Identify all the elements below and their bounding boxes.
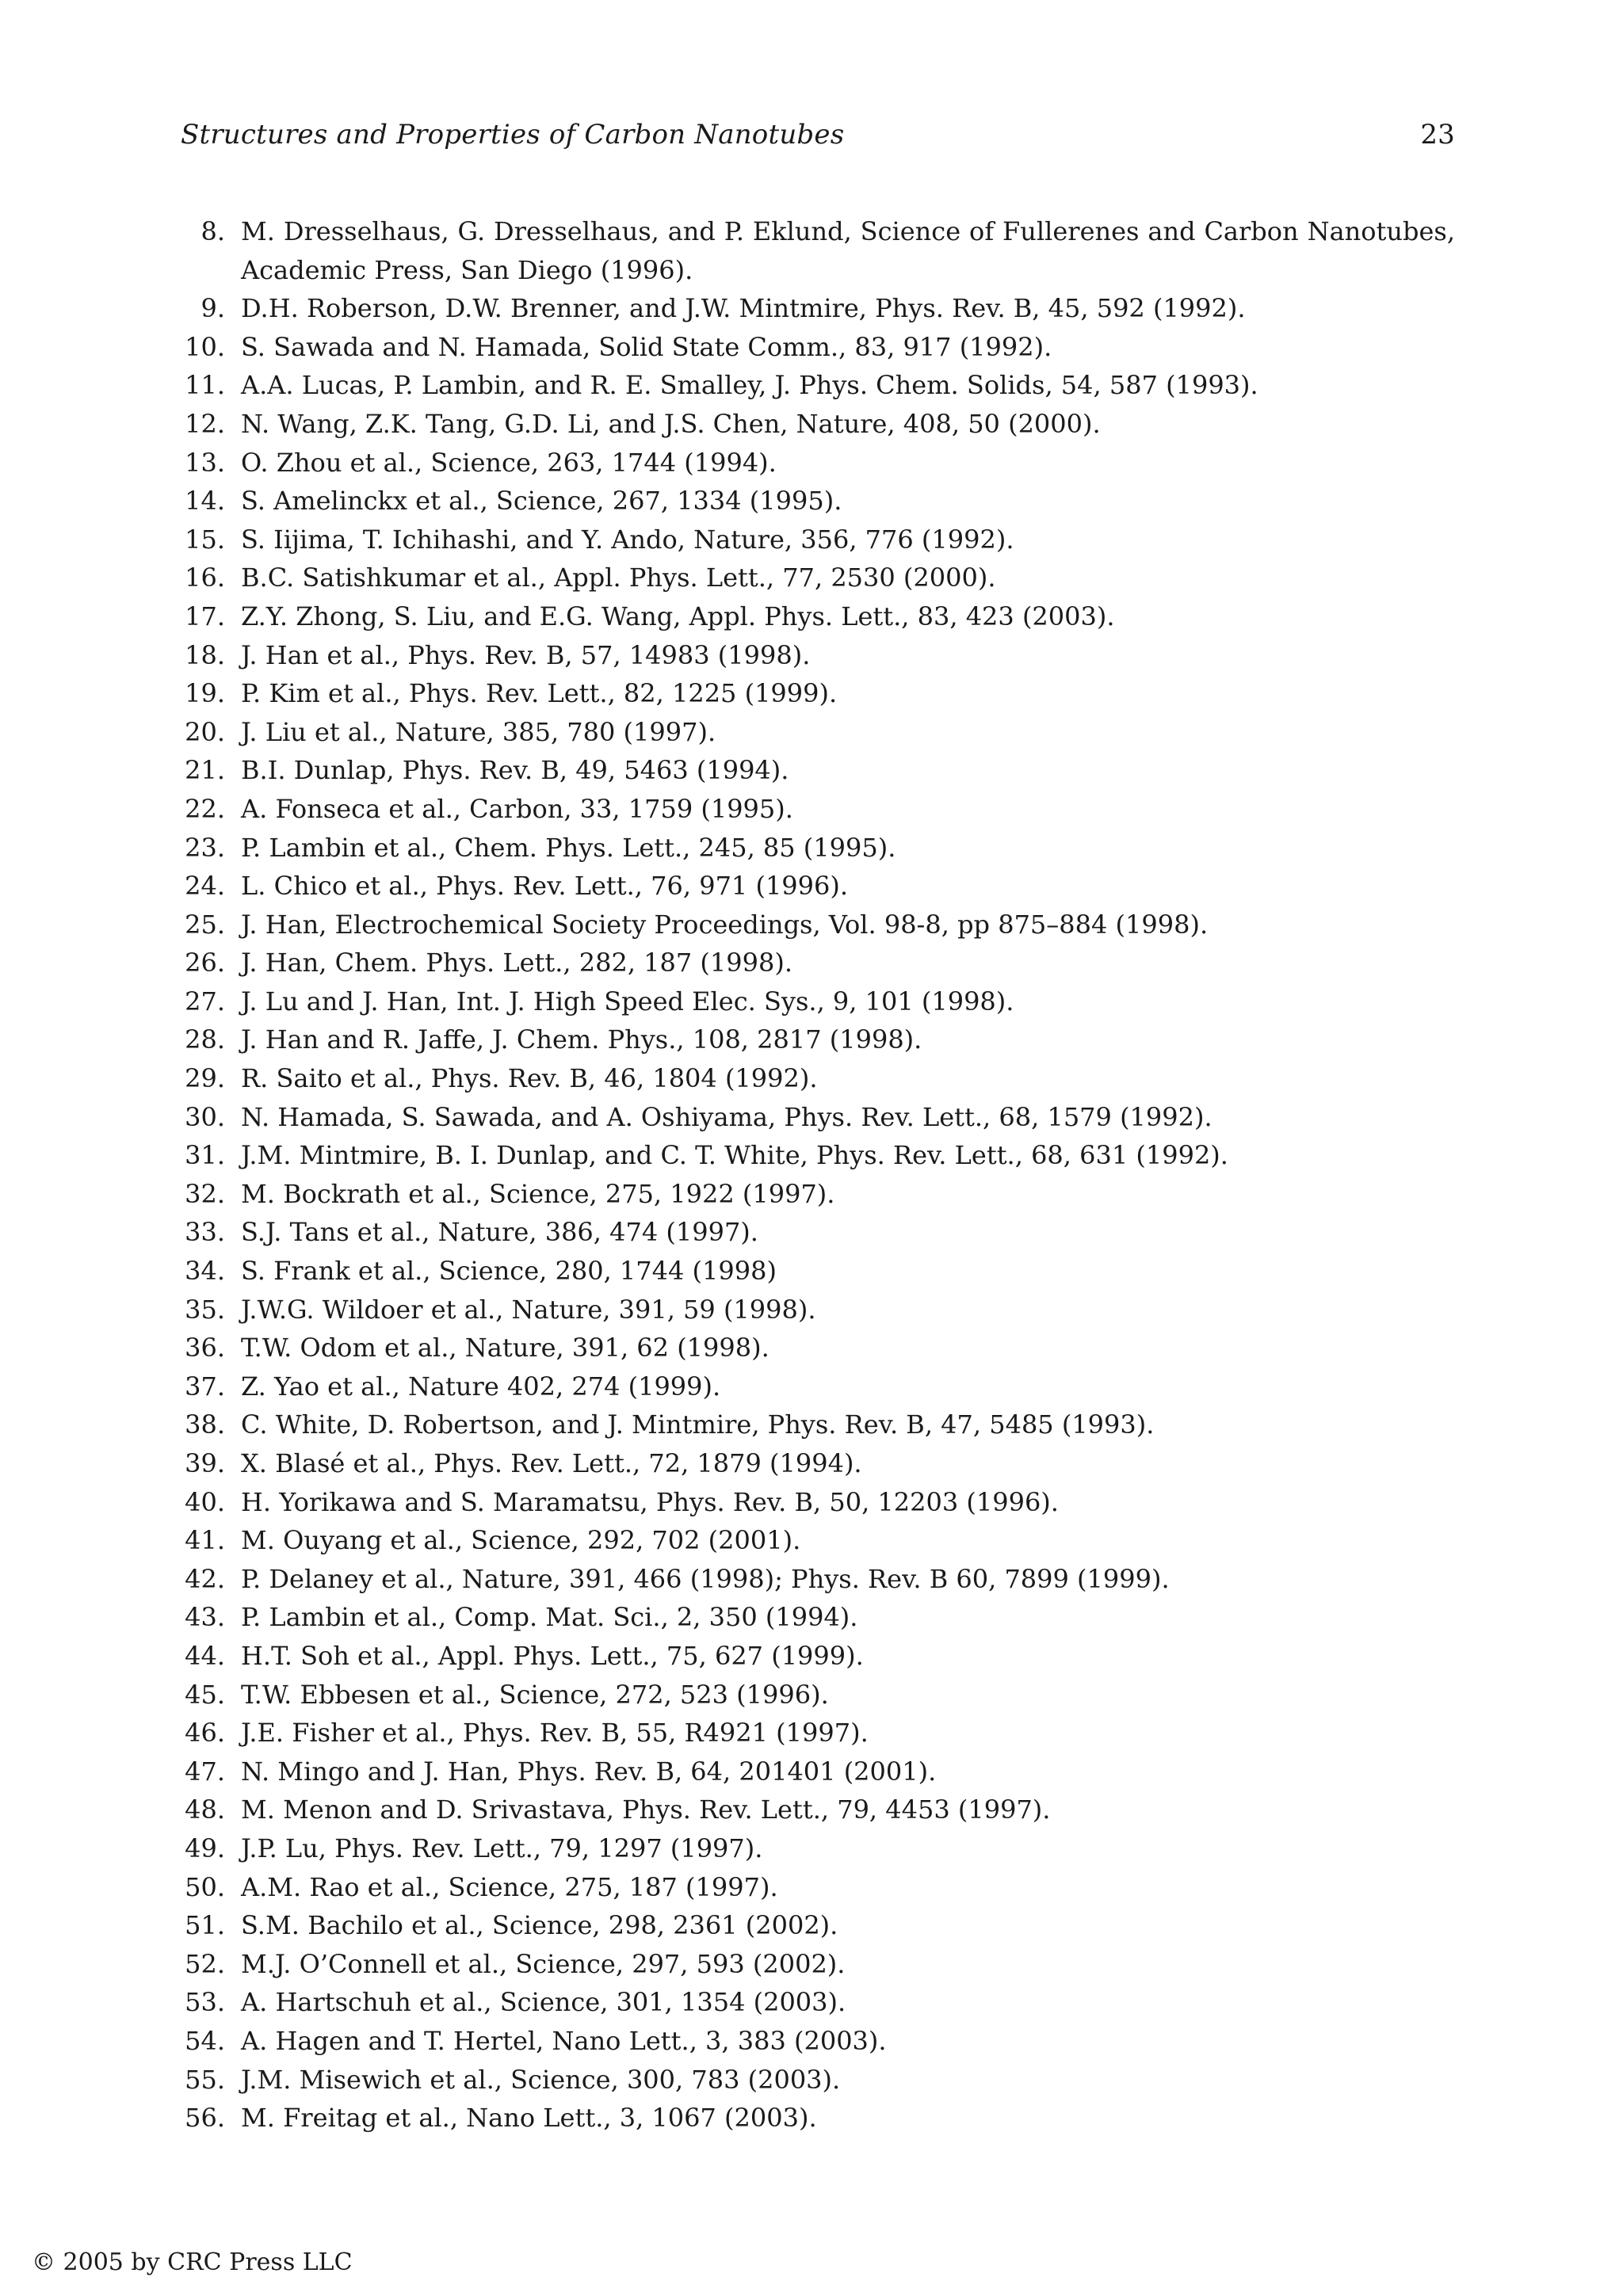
reference-text: A. Fonseca et al., Carbon, 33, 1759 (1995). bbox=[241, 793, 793, 824]
reference-number: 43. bbox=[185, 1602, 225, 1633]
reference-number: 40. bbox=[185, 1486, 225, 1517]
reference-number: 25. bbox=[185, 909, 225, 940]
page-number: 23 bbox=[1420, 119, 1455, 151]
reference-text: A. Hartschuh et al., Science, 301, 1354 (2003). bbox=[241, 1987, 846, 2018]
reference-text: X. Blasé et al., Phys. Rev. Lett., 72, 1879 (1994). bbox=[241, 1448, 862, 1478]
reference-item bbox=[181, 2061, 1455, 2100]
reference-number: 51. bbox=[185, 1910, 225, 1941]
reference-text: P. Lambin et al., Comp. Mat. Sci., 2, 350 (1994). bbox=[241, 1602, 858, 1633]
reference-number: 13. bbox=[185, 447, 225, 478]
copyright-notice: © 2005 by CRC Press LLC bbox=[32, 2248, 353, 2276]
reference-item bbox=[181, 1175, 1455, 1214]
reference-number: 44. bbox=[185, 1640, 225, 1671]
reference-number: 47. bbox=[185, 1756, 225, 1787]
reference-number: 49. bbox=[185, 1833, 225, 1863]
reference-number: 30. bbox=[185, 1101, 225, 1132]
reference-number: 32. bbox=[185, 1178, 225, 1209]
reference-number: 21. bbox=[185, 755, 225, 786]
reference-item bbox=[181, 1906, 1455, 1945]
reference-number: 18. bbox=[185, 639, 225, 670]
reference-number: 53. bbox=[185, 1987, 225, 2018]
reference-text: P. Kim et al., Phys. Rev. Lett., 82, 1225 (1999). bbox=[241, 678, 838, 709]
reference-text: P. Delaney et al., Nature, 391, 466 (1998); Phys. Rev. B 60, 7899 (1999). bbox=[241, 1563, 1170, 1594]
reference-number: 46. bbox=[185, 1718, 225, 1749]
reference-item bbox=[181, 289, 1455, 328]
reference-text: P. Lambin et al., Chem. Phys. Lett., 245, 85 (1995). bbox=[241, 832, 896, 863]
reference-text: J.M. Misewich et al., Science, 300, 783 (2003). bbox=[241, 2064, 841, 2095]
reference-item bbox=[181, 1676, 1455, 1714]
reference-item bbox=[181, 1367, 1455, 1406]
reference-text: Z. Yao et al., Nature 402, 274 (1999). bbox=[241, 1371, 721, 1402]
reference-number: 22. bbox=[185, 793, 225, 824]
reference-text: J. Han and R. Jaffe, J. Chem. Phys., 108, 2817 (1998). bbox=[241, 1024, 922, 1055]
reference-text: T.W. Ebbesen et al., Science, 272, 523 (1996). bbox=[241, 1679, 829, 1710]
reference-text: J. Liu et al., Nature, 385, 780 (1997). bbox=[241, 716, 716, 747]
reference-item bbox=[181, 1753, 1455, 1791]
reference-number: 11. bbox=[185, 370, 225, 401]
reference-number: 16. bbox=[185, 563, 225, 593]
reference-item bbox=[181, 790, 1455, 829]
reference-text: N. Wang, Z.K. Tang, G.D. Li, and J.S. Chen, Nature, 408, 50 (2000). bbox=[241, 408, 1101, 439]
reference-item bbox=[181, 944, 1455, 982]
reference-item bbox=[181, 1983, 1455, 2022]
reference-text: M. Ouyang et al., Science, 292, 702 (2001). bbox=[241, 1525, 801, 1556]
reference-item bbox=[181, 867, 1455, 906]
reference-text: A.A. Lucas, P. Lambin, and R. E. Smalley, J. Phys. Chem. Solids, 54, 587 (1993). bbox=[241, 370, 1258, 401]
reference-text: M. Menon and D. Srivastava, Phys. Rev. Lett., 79, 4453 (1997). bbox=[241, 1794, 1051, 1825]
reference-text: J. Lu and J. Han, Int. J. High Speed Elec. Sys., 9, 101 (1998). bbox=[241, 986, 1014, 1016]
reference-number: 9. bbox=[200, 293, 225, 324]
reference-item bbox=[181, 2022, 1455, 2061]
reference-number: 27. bbox=[185, 986, 225, 1016]
reference-item bbox=[181, 1945, 1455, 1984]
reference-item bbox=[181, 1560, 1455, 1599]
reference-number: 36. bbox=[185, 1333, 225, 1363]
reference-number: 33. bbox=[185, 1217, 225, 1248]
reference-text: J.M. Mintmire, B. I. Dunlap, and C. T. White, Phys. Rev. Lett., 68, 631 (1992). bbox=[241, 1140, 1228, 1171]
reference-text: N. Hamada, S. Sawada, and A. Oshiyama, Phys. Rev. Lett., 68, 1579 (1992). bbox=[241, 1101, 1212, 1132]
reference-item bbox=[181, 1136, 1455, 1175]
reference-number: 23. bbox=[185, 832, 225, 863]
reference-item bbox=[181, 1329, 1455, 1367]
reference-text: M.J. O’Connell et al., Science, 297, 593 (2002). bbox=[241, 1948, 846, 1979]
reference-text: A. Hagen and T. Hertel, Nano Lett., 3, 383 (2003). bbox=[241, 2025, 887, 2056]
reference-item bbox=[181, 444, 1455, 482]
reference-item bbox=[181, 1791, 1455, 1829]
reference-number: 10. bbox=[185, 331, 225, 362]
reference-text: H.T. Soh et al., Appl. Phys. Lett., 75, 627 (1999). bbox=[241, 1640, 864, 1671]
reference-number: 24. bbox=[185, 871, 225, 902]
reference-item bbox=[181, 366, 1455, 405]
reference-item bbox=[181, 1020, 1455, 1059]
reference-text: S. Sawada and N. Hamada, Solid State Comm., 83, 917 (1992). bbox=[241, 331, 1052, 362]
reference-text: O. Zhou et al., Science, 263, 1744 (1994). bbox=[241, 447, 777, 478]
reference-text: J. Han et al., Phys. Rev. B, 57, 14983 (1998). bbox=[241, 639, 811, 670]
reference-text: M. Bockrath et al., Science, 275, 1922 (1997). bbox=[241, 1178, 835, 1209]
reference-item bbox=[181, 1098, 1455, 1137]
reference-number: 35. bbox=[185, 1294, 225, 1325]
reference-number: 42. bbox=[185, 1563, 225, 1594]
reference-text: S.M. Bachilo et al., Science, 298, 2361 (2002). bbox=[241, 1910, 838, 1941]
reference-number: 20. bbox=[185, 716, 225, 747]
reference-number: 45. bbox=[185, 1679, 225, 1710]
reference-number: 28. bbox=[185, 1024, 225, 1055]
reference-text: S. Amelinckx et al., Science, 267, 1334 (1995). bbox=[241, 486, 842, 517]
reference-text: D.H. Roberson, D.W. Brenner, and J.W. Mintmire, Phys. Rev. B, 45, 592 (1992). bbox=[241, 293, 1246, 324]
reference-number: 26. bbox=[185, 948, 225, 978]
reference-text: M. Freitag et al., Nano Lett., 3, 1067 (2003). bbox=[241, 2103, 817, 2134]
reference-item bbox=[181, 521, 1455, 559]
reference-item bbox=[181, 636, 1455, 675]
reference-number: 54. bbox=[185, 2025, 225, 2056]
reference-text: S.J. Tans et al., Nature, 386, 474 (1997). bbox=[241, 1217, 758, 1248]
reference-item bbox=[181, 597, 1455, 636]
reference-number: 31. bbox=[185, 1140, 225, 1171]
reference-number: 39. bbox=[185, 1448, 225, 1478]
reference-item bbox=[181, 1252, 1455, 1291]
reference-text: J.P. Lu, Phys. Rev. Lett., 79, 1297 (1997). bbox=[241, 1833, 763, 1863]
reference-item bbox=[181, 1059, 1455, 1098]
running-head bbox=[181, 119, 1455, 154]
reference-item bbox=[181, 559, 1455, 597]
reference-item bbox=[181, 982, 1455, 1021]
reference-text: J.E. Fisher et al., Phys. Rev. B, 55, R4921 (1997). bbox=[241, 1718, 869, 1749]
reference-number: 34. bbox=[185, 1256, 225, 1287]
reference-number: 14. bbox=[185, 486, 225, 517]
reference-item bbox=[181, 1714, 1455, 1753]
reference-item bbox=[181, 1405, 1455, 1444]
reference-text: Z.Y. Zhong, S. Liu, and E.G. Wang, Appl. Phys. Lett., 83, 423 (2003). bbox=[241, 601, 1115, 631]
reference-item bbox=[181, 829, 1455, 868]
reference-item bbox=[181, 212, 1455, 289]
reference-item bbox=[181, 1598, 1455, 1637]
reference-list bbox=[181, 212, 1455, 2138]
reference-text: H. Yorikawa and S. Maramatsu, Phys. Rev. B, 50, 12203 (1996). bbox=[241, 1486, 1059, 1517]
reference-text: L. Chico et al., Phys. Rev. Lett., 76, 971 (1996). bbox=[241, 871, 849, 902]
reference-item bbox=[181, 1483, 1455, 1522]
reference-text: J.W.G. Wildoer et al., Nature, 391, 59 (1998). bbox=[241, 1294, 816, 1325]
running-title: Structures and Properties of Carbon Nanotubes bbox=[181, 119, 845, 151]
reference-number: 8. bbox=[200, 216, 225, 246]
reference-item bbox=[181, 751, 1455, 790]
reference-item bbox=[181, 906, 1455, 944]
reference-number: 55. bbox=[185, 2064, 225, 2095]
reference-text: S. Iijima, T. Ichihashi, and Y. Ando, Nature, 356, 776 (1992). bbox=[241, 524, 1014, 555]
reference-number: 48. bbox=[185, 1794, 225, 1825]
reference-item bbox=[181, 1829, 1455, 1868]
reference-item bbox=[181, 1213, 1455, 1252]
reference-item bbox=[181, 1868, 1455, 1907]
reference-item bbox=[181, 1637, 1455, 1676]
reference-number: 56. bbox=[185, 2103, 225, 2134]
reference-text: S. Frank et al., Science, 280, 1744 (1998) bbox=[241, 1256, 777, 1287]
reference-number: 12. bbox=[185, 408, 225, 439]
reference-number: 37. bbox=[185, 1371, 225, 1402]
reference-text: B.I. Dunlap, Phys. Rev. B, 49, 5463 (1994). bbox=[241, 755, 789, 786]
reference-item bbox=[181, 713, 1455, 752]
reference-text: B.C. Satishkumar et al., Appl. Phys. Lett., 77, 2530 (2000). bbox=[241, 563, 996, 593]
reference-number: 50. bbox=[185, 1871, 225, 1902]
reference-text: N. Mingo and J. Han, Phys. Rev. B, 64, 201401 (2001). bbox=[241, 1756, 937, 1787]
reference-item bbox=[181, 1521, 1455, 1560]
reference-item bbox=[181, 328, 1455, 367]
reference-number: 15. bbox=[185, 524, 225, 555]
reference-text: M. Dresselhaus, G. Dresselhaus, and P. Eklund, Science of Fullerenes and Carbon Nanotubes, Academic Press, San Diego (1996). bbox=[241, 216, 1455, 285]
reference-item bbox=[181, 482, 1455, 521]
reference-text: C. White, D. Robertson, and J. Mintmire, Phys. Rev. B, 47, 5485 (1993). bbox=[241, 1409, 1155, 1440]
reference-number: 41. bbox=[185, 1525, 225, 1556]
reference-text: A.M. Rao et al., Science, 275, 187 (1997). bbox=[241, 1871, 778, 1902]
reference-text: T.W. Odom et al., Nature, 391, 62 (1998). bbox=[241, 1333, 769, 1363]
reference-item bbox=[181, 1291, 1455, 1329]
reference-number: 29. bbox=[185, 1063, 225, 1094]
reference-item bbox=[181, 1444, 1455, 1483]
reference-item bbox=[181, 2099, 1455, 2138]
reference-text: J. Han, Electrochemical Society Proceedings, Vol. 98-8, pp 875–884 (1998). bbox=[241, 909, 1209, 940]
reference-item bbox=[181, 405, 1455, 444]
reference-number: 19. bbox=[185, 678, 225, 709]
reference-number: 17. bbox=[185, 601, 225, 631]
reference-number: 38. bbox=[185, 1409, 225, 1440]
reference-item bbox=[181, 674, 1455, 713]
reference-text: R. Saito et al., Phys. Rev. B, 46, 1804 (1992). bbox=[241, 1063, 818, 1094]
reference-text: J. Han, Chem. Phys. Lett., 282, 187 (1998). bbox=[241, 948, 792, 978]
reference-number: 52. bbox=[185, 1948, 225, 1979]
